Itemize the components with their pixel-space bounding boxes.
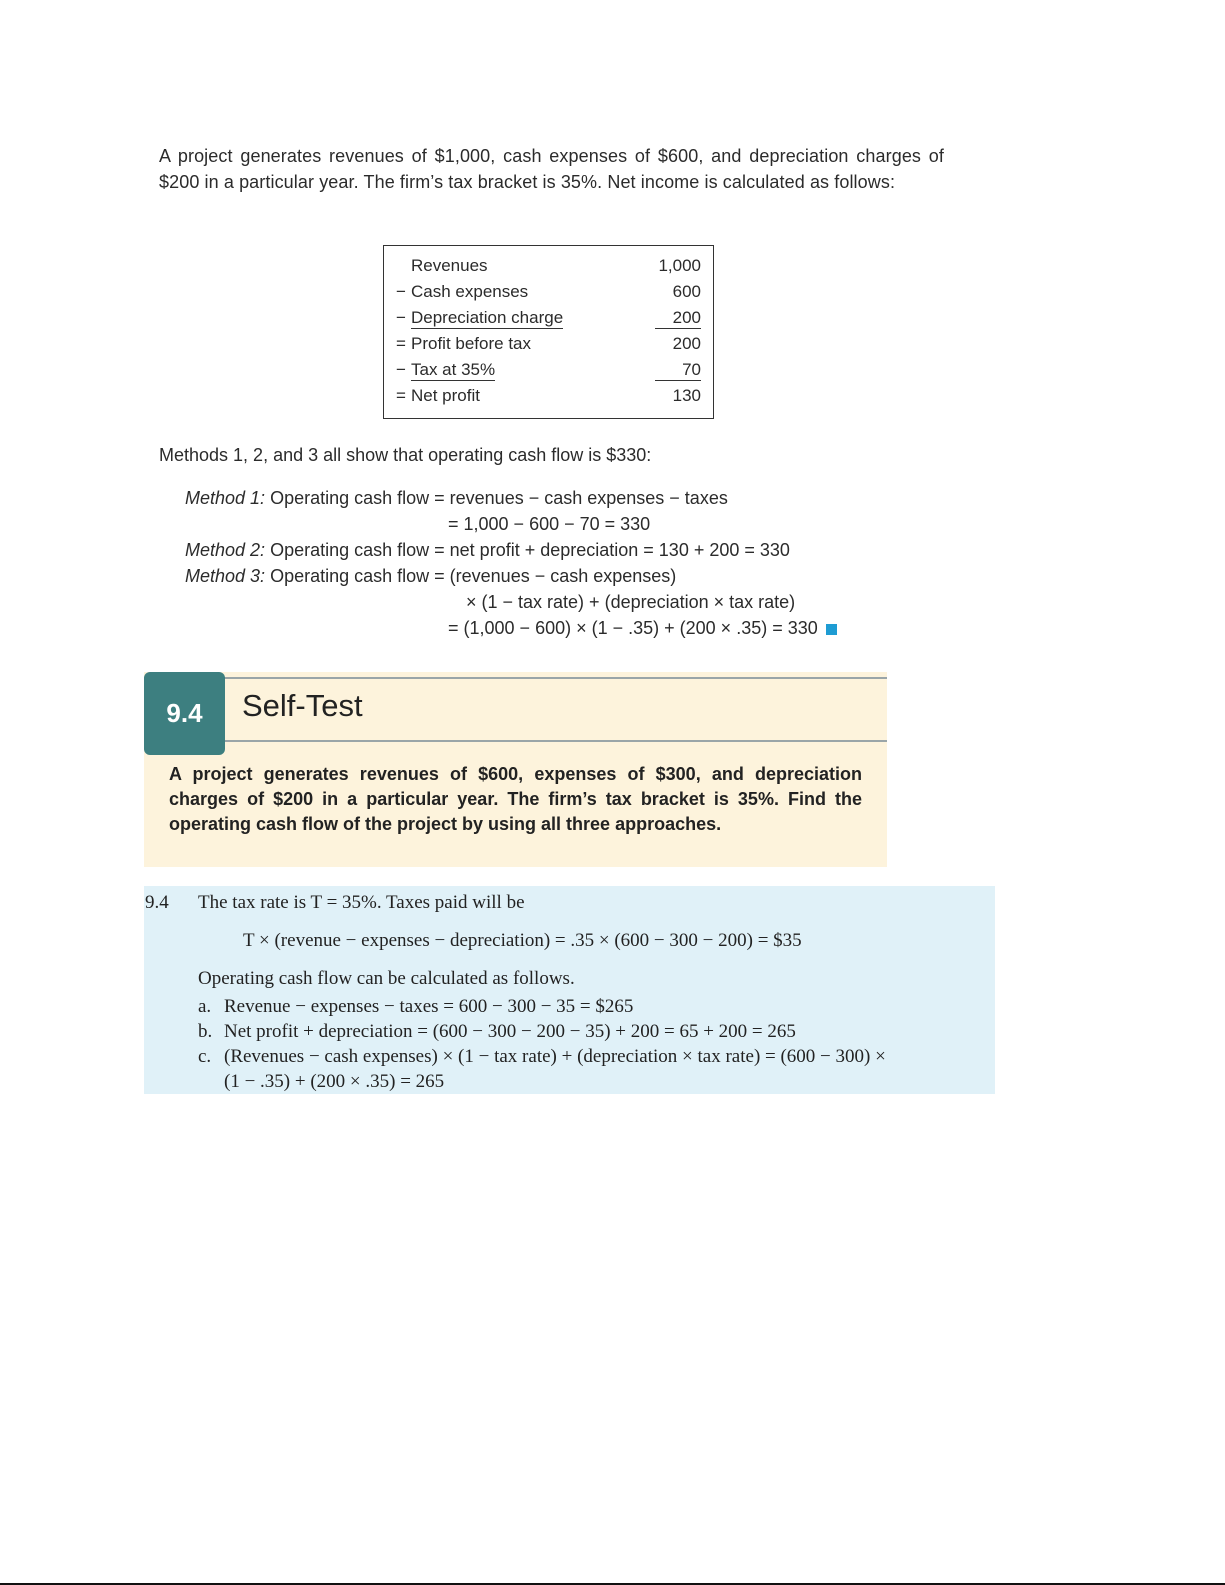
method-3-result: = (1,000 − 600) × (1 − .35) + (200 × .35) = 330: [448, 618, 818, 638]
intro-paragraph: A project generates revenues of $1,000, cash expenses of $600, and depreciation charges of $200 in a particular year. The firm’s tax bracket is 35%. Net income is calculated as follows:: [159, 146, 944, 192]
self-test-top-rule: [224, 677, 887, 679]
method-3-label: Method 3:: [185, 566, 266, 586]
table-row: [384, 359, 713, 385]
method-2-text: Operating cash flow = net profit + depreciation = 130 + 200 = 330: [265, 540, 790, 560]
answer-b-marker: b.: [198, 1021, 213, 1042]
method-1-line-2: = 1,000 − 600 − 70 = 330: [448, 514, 651, 534]
method-2-label: Method 2:: [185, 540, 266, 560]
methods-intro: Methods 1, 2, and 3 all show that operating cash flow is $330:: [159, 445, 652, 465]
self-test-header-rule: [224, 740, 887, 742]
row-operator: −: [396, 308, 406, 327]
answer-line-1: The tax rate is T = 35%. Taxes paid will be: [198, 892, 525, 913]
self-test-box: [144, 672, 887, 867]
row-label: Cash expenses: [411, 282, 529, 301]
answer-c-marker: c.: [198, 1046, 212, 1067]
method-1-label: Method 1:: [185, 488, 266, 508]
row-value: 200: [655, 308, 701, 329]
method-3-line-2: × (1 − tax rate) + (depreciation × tax rate): [466, 592, 796, 612]
method-1-text: Operating cash flow = revenues − cash expenses − taxes: [265, 488, 728, 508]
self-test-number-badge: 9.4: [144, 672, 225, 755]
method-1-line-1: [185, 488, 728, 509]
row-label: Net profit: [411, 386, 480, 405]
income-statement-table: [383, 245, 714, 419]
row-value: 1,000: [658, 256, 701, 275]
answer-a-marker: a.: [198, 996, 212, 1017]
method-3-line-3: [448, 618, 837, 639]
table-row: [384, 307, 713, 333]
table-row: [384, 281, 713, 307]
table-row: [384, 255, 713, 281]
table-row: [384, 385, 713, 411]
row-label: Profit before tax: [411, 334, 532, 353]
answer-b-text: Net profit + depreciation = (600 − 300 − 200 − 35) + 200 = 65 + 200 = 265: [224, 1021, 796, 1042]
row-value: 130: [672, 386, 701, 405]
answer-c-text-1: (Revenues − cash expenses) × (1 − tax rate) + (depreciation × tax rate) = (600 − 300) ×: [224, 1046, 886, 1067]
row-operator: −: [396, 282, 406, 301]
table-row: [384, 333, 713, 359]
self-test-title: Self-Test: [242, 688, 363, 723]
row-label: Depreciation charge: [411, 308, 564, 327]
method-3-text: Operating cash flow = (revenues − cash expenses): [265, 566, 677, 586]
answer-number: 9.4: [145, 892, 169, 913]
row-value: 70: [655, 360, 701, 381]
row-value: 600: [672, 282, 701, 301]
answer-line-2: Operating cash flow can be calculated as follows.: [198, 968, 575, 989]
row-value: 200: [672, 334, 701, 353]
row-label: Revenues: [411, 256, 488, 275]
answer-formula: T × (revenue − expenses − depreciation) = .35 × (600 − 300 − 200) = $35: [243, 930, 802, 951]
answer-a-text: Revenue − expenses − taxes = 600 − 300 − 35 = $265: [224, 996, 634, 1017]
row-operator: =: [396, 386, 406, 405]
self-test-question: A project generates revenues of $600, expenses of $300, and depreciation charges of $200 in a particular year. The firm’s tax bracket is 35%. Find the operating cash flow of the project by using all three approaches.: [169, 764, 862, 834]
end-of-example-marker-icon: [826, 624, 837, 635]
method-2-line-1: [185, 540, 790, 561]
answer-c-text-2: (1 − .35) + (200 × .35) = 265: [224, 1071, 445, 1092]
row-operator: =: [396, 334, 406, 353]
row-operator: −: [396, 360, 406, 379]
method-3-line-1: [185, 566, 676, 587]
row-label: Tax at 35%: [411, 360, 496, 379]
